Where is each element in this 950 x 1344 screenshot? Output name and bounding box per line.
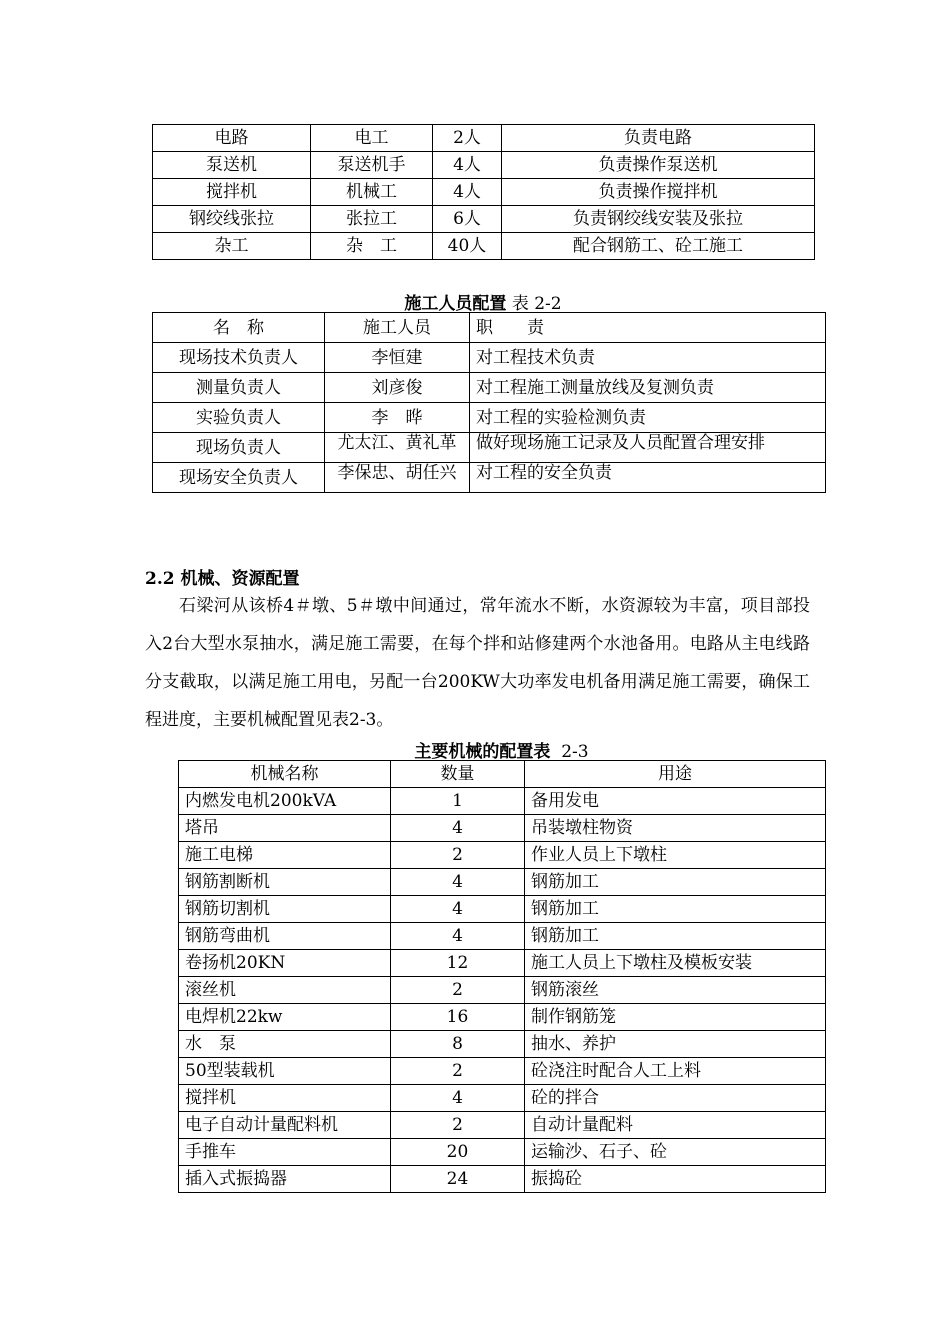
machinery-table — [178, 760, 826, 1193]
table-cell: 4 — [391, 923, 525, 950]
table-cell: 运输沙、石子、砼 — [525, 1139, 826, 1166]
table-cell: 钢筋切割机 — [179, 896, 391, 923]
table-cell: 电路 — [153, 125, 311, 152]
table-row — [153, 125, 815, 152]
table-cell: 滚丝机 — [179, 977, 391, 1004]
table-cell: 杂 工 — [311, 233, 433, 260]
table-cell: 杂工 — [153, 233, 311, 260]
table-cell: 施工人员上下墩柱及模板安装 — [525, 950, 826, 977]
table-cell: 张拉工 — [311, 206, 433, 233]
table-row — [179, 1166, 826, 1193]
table-row — [179, 1031, 826, 1058]
table-cell: 钢绞线张拉 — [153, 206, 311, 233]
table-row — [179, 842, 826, 869]
table-cell: 4人 — [433, 152, 502, 179]
section-paragraph: 石梁河从该桥4＃墩、5＃墩中间通过，常年流水不断，水资源较为丰富，项目部投入2台大型水泵抽水，满足施工需要，在每个拌和站修建两个水池备用。电路从主电线路分支截取，以满足施工用电，另配一台200KW大功率发电机备用满足施工需要，确保工程进度，主要机械配置见表2-3。 — [145, 596, 810, 730]
table-cell: 钢筋滚丝 — [525, 977, 826, 1004]
table-row — [179, 1139, 826, 1166]
table-cell: 水 泵 — [179, 1031, 391, 1058]
table-cell: 12 — [391, 950, 525, 977]
table-row — [179, 896, 826, 923]
table-cell: 李保忠、胡任兴 — [325, 463, 470, 493]
table2-caption — [152, 289, 814, 314]
table-row — [153, 403, 826, 433]
table-cell: 4 — [391, 896, 525, 923]
table-row — [179, 923, 826, 950]
table-cell: 搅拌机 — [179, 1085, 391, 1112]
personnel-table — [152, 124, 815, 260]
table-cell: 4 — [391, 869, 525, 896]
table-cell: 机械工 — [311, 179, 433, 206]
header-cell: 职 责 — [470, 313, 826, 343]
table-row — [179, 1085, 826, 1112]
table-cell: 24 — [391, 1166, 525, 1193]
table-cell: 制作钢筋笼 — [525, 1004, 826, 1031]
table-row — [179, 1058, 826, 1085]
table-cell: 卷扬机20KN — [179, 950, 391, 977]
table-cell: 电子自动计量配料机 — [179, 1112, 391, 1139]
table-row — [179, 977, 826, 1004]
staff-config-table — [152, 312, 826, 493]
table-cell: 负责操作泵送机 — [502, 152, 815, 179]
table-row — [153, 433, 826, 463]
table3-caption-number: 2-3 — [561, 742, 589, 762]
header-cell: 数量 — [391, 761, 525, 788]
table-row — [153, 206, 815, 233]
table-cell: 2 — [391, 977, 525, 1004]
table-cell: 2 — [391, 842, 525, 869]
table-row — [153, 463, 826, 493]
table-cell: 钢筋加工 — [525, 896, 826, 923]
table-cell: 6人 — [433, 206, 502, 233]
header-cell: 用途 — [525, 761, 826, 788]
table-cell: 手推车 — [179, 1139, 391, 1166]
table-cell: 电焊机22kw — [179, 1004, 391, 1031]
table-cell: 砼的拌合 — [525, 1085, 826, 1112]
table-cell: 对工程施工测量放线及复测负责 — [470, 373, 826, 403]
table-row — [179, 1112, 826, 1139]
table-cell: 振捣砼 — [525, 1166, 826, 1193]
table-cell: 4人 — [433, 179, 502, 206]
table-row — [153, 373, 826, 403]
table-row — [179, 788, 826, 815]
table-row — [153, 343, 826, 373]
table-cell: 测量负责人 — [153, 373, 325, 403]
table-cell: 2 — [391, 1058, 525, 1085]
table-cell: 对工程技术负责 — [470, 343, 826, 373]
table-cell: 配合钢筋工、砼工施工 — [502, 233, 815, 260]
table-cell: 抽水、养护 — [525, 1031, 826, 1058]
table-cell: 钢筋割断机 — [179, 869, 391, 896]
table-row — [153, 233, 815, 260]
table-cell: 4 — [391, 815, 525, 842]
table-cell: 作业人员上下墩柱 — [525, 842, 826, 869]
header-cell: 施工人员 — [325, 313, 470, 343]
table-cell: 内燃发电机200kVA — [179, 788, 391, 815]
table-cell: 钢筋弯曲机 — [179, 923, 391, 950]
table-row — [179, 869, 826, 896]
table-cell: 16 — [391, 1004, 525, 1031]
table-cell: 对工程的实验检测负责 — [470, 403, 826, 433]
table-cell: 现场安全负责人 — [153, 463, 325, 493]
table-header-row — [179, 761, 826, 788]
table2-caption-number: 表 2-2 — [511, 294, 562, 314]
table-cell: 2 — [391, 1112, 525, 1139]
table-cell: 做好现场施工记录及人员配置合理安排 — [470, 433, 826, 463]
table-row — [153, 152, 815, 179]
table-cell: 现场负责人 — [153, 433, 325, 463]
table-row — [153, 179, 815, 206]
table-cell: 砼浇注时配合人工上料 — [525, 1058, 826, 1085]
table-cell: 刘彦俊 — [325, 373, 470, 403]
table-cell: 泵送机手 — [311, 152, 433, 179]
table-cell: 4 — [391, 1085, 525, 1112]
table-cell: 1 — [391, 788, 525, 815]
section-heading: 2.2 机械、资源配置 — [145, 569, 300, 589]
table3-caption-title: 主要机械的配置表 — [414, 742, 551, 762]
table-cell: 负责电路 — [502, 125, 815, 152]
table-cell: 李恒建 — [325, 343, 470, 373]
table-row — [179, 950, 826, 977]
table-header-row — [153, 313, 826, 343]
table-row — [179, 815, 826, 842]
table-cell: 泵送机 — [153, 152, 311, 179]
table-cell: 李 晔 — [325, 403, 470, 433]
table2-caption-title: 施工人员配置 — [404, 294, 507, 314]
table-cell: 钢筋加工 — [525, 869, 826, 896]
table-cell: 电工 — [311, 125, 433, 152]
table-cell: 塔吊 — [179, 815, 391, 842]
table-cell: 负责钢绞线安装及张拉 — [502, 206, 815, 233]
table-cell: 50型装载机 — [179, 1058, 391, 1085]
table3-caption — [178, 737, 825, 762]
header-cell: 名 称 — [153, 313, 325, 343]
table-cell: 钢筋加工 — [525, 923, 826, 950]
table-cell: 现场技术负责人 — [153, 343, 325, 373]
table-cell: 尤太江、黄礼革 — [325, 433, 470, 463]
table-cell: 吊装墩柱物资 — [525, 815, 826, 842]
table-cell: 搅拌机 — [153, 179, 311, 206]
header-cell: 机械名称 — [179, 761, 391, 788]
table-row — [179, 1004, 826, 1031]
table-cell: 实验负责人 — [153, 403, 325, 433]
table-cell: 施工电梯 — [179, 842, 391, 869]
table-cell: 40人 — [433, 233, 502, 260]
table-cell: 20 — [391, 1139, 525, 1166]
table-cell: 插入式振捣器 — [179, 1166, 391, 1193]
table-cell: 负责操作搅拌机 — [502, 179, 815, 206]
table-cell: 对工程的安全负责 — [470, 463, 826, 493]
table-cell: 2人 — [433, 125, 502, 152]
table-cell: 8 — [391, 1031, 525, 1058]
table-cell: 备用发电 — [525, 788, 826, 815]
table-cell: 自动计量配料 — [525, 1112, 826, 1139]
